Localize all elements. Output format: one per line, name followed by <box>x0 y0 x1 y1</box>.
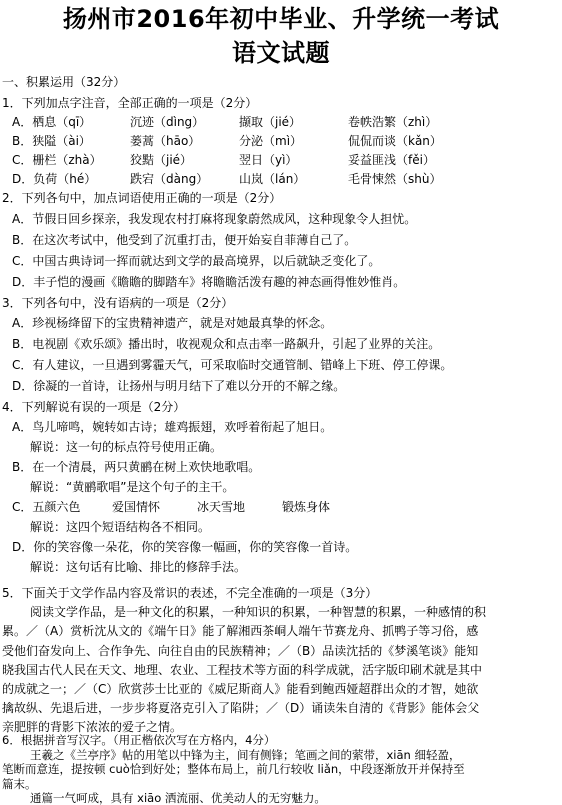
text-line: 的成就之一；／（C）欣赏莎士比亚的《威尼斯商人》能看到鲍西娅超群出众的才智，她欲 <box>2 682 479 696</box>
text-line <box>12 114 532 130</box>
text-line: D．丰子恺的漫画《瞻瞻的脚踏车》将瞻瞻活泼有趣的神态画得惟妙惟肖。 <box>12 275 406 289</box>
option-item: 卷帙浩繁（zhì） <box>348 115 438 129</box>
option-item: 侃侃而谈（kǎn） <box>348 134 442 148</box>
text-line: 笔断而意连，提按顿 cuò恰到好处；整体布局上，前几行较收 liǎn，中段逐渐放开并保持至 <box>2 762 465 776</box>
text-line: A．节假日回乡探亲，我发现农村打麻将现象蔚然成风，这种现象令人担忧。 <box>12 212 417 226</box>
text-line: 1．下列加点字注音，全部正确的一项是（2分） <box>2 96 258 110</box>
text-line: 篇末。 <box>2 776 37 791</box>
option-item: 妥益匪浅（fěi） <box>348 153 435 167</box>
text-line: 解说：“黄鹂歌唱”是这个句子的主干。 <box>30 480 235 494</box>
text-line: A．鸟儿啼鸣，婉转如古诗；雄鸡振翅，欢呼着衔起了旭日。 <box>12 420 333 434</box>
text-line <box>12 499 532 515</box>
text-line: B．在这次考试中，他受到了沉重打击，便开始妄自菲薄自己了。 <box>12 233 357 247</box>
text-line: C．有人建议，一旦遇到雾霾天气，可采取临时交通管制、错峰上下班、停工停课。 <box>12 358 453 372</box>
text-line: 一、积累运用（32分） <box>2 75 126 89</box>
option-item: A．栖息（qī） <box>12 115 92 129</box>
option-item: 沉迹（dìng） <box>130 115 205 129</box>
text-line: 解说：这四个短语结构各不相同。 <box>30 520 211 534</box>
exam-title: 扬州市2016年初中毕业、升学统一考试 <box>62 5 500 33</box>
text-line <box>12 152 532 168</box>
text-line: A．珍视杨绛留下的宝贵精神遗产，就是对她最真挚的怀念。 <box>12 316 333 330</box>
text-line: 亲肥胖的背影下浓浓的爱子之情。 <box>2 720 183 735</box>
text-line: D．你的笑容像一朵花，你的笑容像一幅画，你的笑容像一首诗。 <box>12 540 358 554</box>
text-line: 3．下列各句中，没有语病的一项是（2分） <box>2 296 234 310</box>
text-line: 4．下列解说有误的一项是（2分） <box>2 400 186 414</box>
text-line: 受他们奋发向上、合作争先、向往自由的民族精神；／（B）品读沈括的《梦溪笔谈》能知 <box>2 643 479 658</box>
text-line: 解说：这一句的标点符号使用正确。 <box>30 440 223 454</box>
option-item: 锻炼身体 <box>282 500 331 514</box>
option-item: C．五颜六色 <box>12 500 81 514</box>
text-line: 擒故纵、先退后进，一步步将夏洛克引入了陷阱；／（D）诵读朱自清的《背影》能体会父 <box>2 701 480 716</box>
option-item: 毛骨悚然（shù） <box>348 172 442 186</box>
text-line: D．徐凝的一首诗，让扬州与明月结下了难以分开的不解之缘。 <box>12 379 346 393</box>
text-line: 王羲之《兰亭序》帖的用笔以中锋为主，间有侧锋；笔画之间的萦带，xiān 细轻盈， <box>30 747 461 762</box>
option-item: 跌宕（dàng） <box>130 172 209 186</box>
option-item: 翌日（yì） <box>239 153 298 167</box>
option-item: 分泌（mì） <box>239 134 303 148</box>
text-line: 5．下面关于文学作品内容及常识的表述，不完全准确的一项是（3分） <box>2 586 378 600</box>
option-item: 山岚（lán） <box>239 172 306 186</box>
option-item: 爱国情怀 <box>112 500 161 514</box>
text-line: 累。／（A）赏析沈从文的《端午日》能了解湘西茶峒人端午节赛龙舟、抓鸭子等习俗，感 <box>2 624 479 639</box>
text-line <box>12 133 532 149</box>
text-line: 阅读文学作品，是一种文化的积累，一种知识的积累，一种智慧的积累，一种感情的积 <box>30 605 487 620</box>
option-item: C．栅栏（zhà） <box>12 153 102 167</box>
option-item: 狡黠（jié） <box>130 153 193 167</box>
text-line: 晓我国古代人民在天文、地理、农业、工程技术等方面的科学成就，活字版印刷术就是其中 <box>2 662 483 677</box>
option-item: 冰天雪地 <box>197 500 246 514</box>
option-item: 撷取（jié） <box>239 115 302 129</box>
option-item: 蒌蒿（hāo） <box>130 134 201 148</box>
exam-subtitle: 语文试题 <box>232 39 330 67</box>
text-line: 2．下列各句中，加点词语使用正确的一项是（2分） <box>2 191 282 205</box>
text-line: B．在一个清晨，两只黄鹂在树上欢快地歌唱。 <box>12 460 261 474</box>
text-line: C．中国古典诗词一挥而就达到文学的最高境界，以后就缺乏变化了。 <box>12 254 381 268</box>
text-line: 通篇一气呵成，具有 xiāo 洒流丽、优美动人的无穷魅力。 <box>30 791 326 805</box>
option-item: D．负荷（hé） <box>12 172 97 186</box>
option-item: B．狭隘（ài） <box>12 134 91 148</box>
text-line <box>12 171 532 187</box>
text-line: B．电视剧《欢乐颂》播出时，收视观众和点击率一路飙升，引起了业界的关注。 <box>12 337 441 351</box>
text-line: 解说：这句话有比喻、排比的修辞手法。 <box>30 560 247 574</box>
text-line: 6．根据拼音写汉字。（用正楷依次写在方格内，4分） <box>2 733 276 747</box>
